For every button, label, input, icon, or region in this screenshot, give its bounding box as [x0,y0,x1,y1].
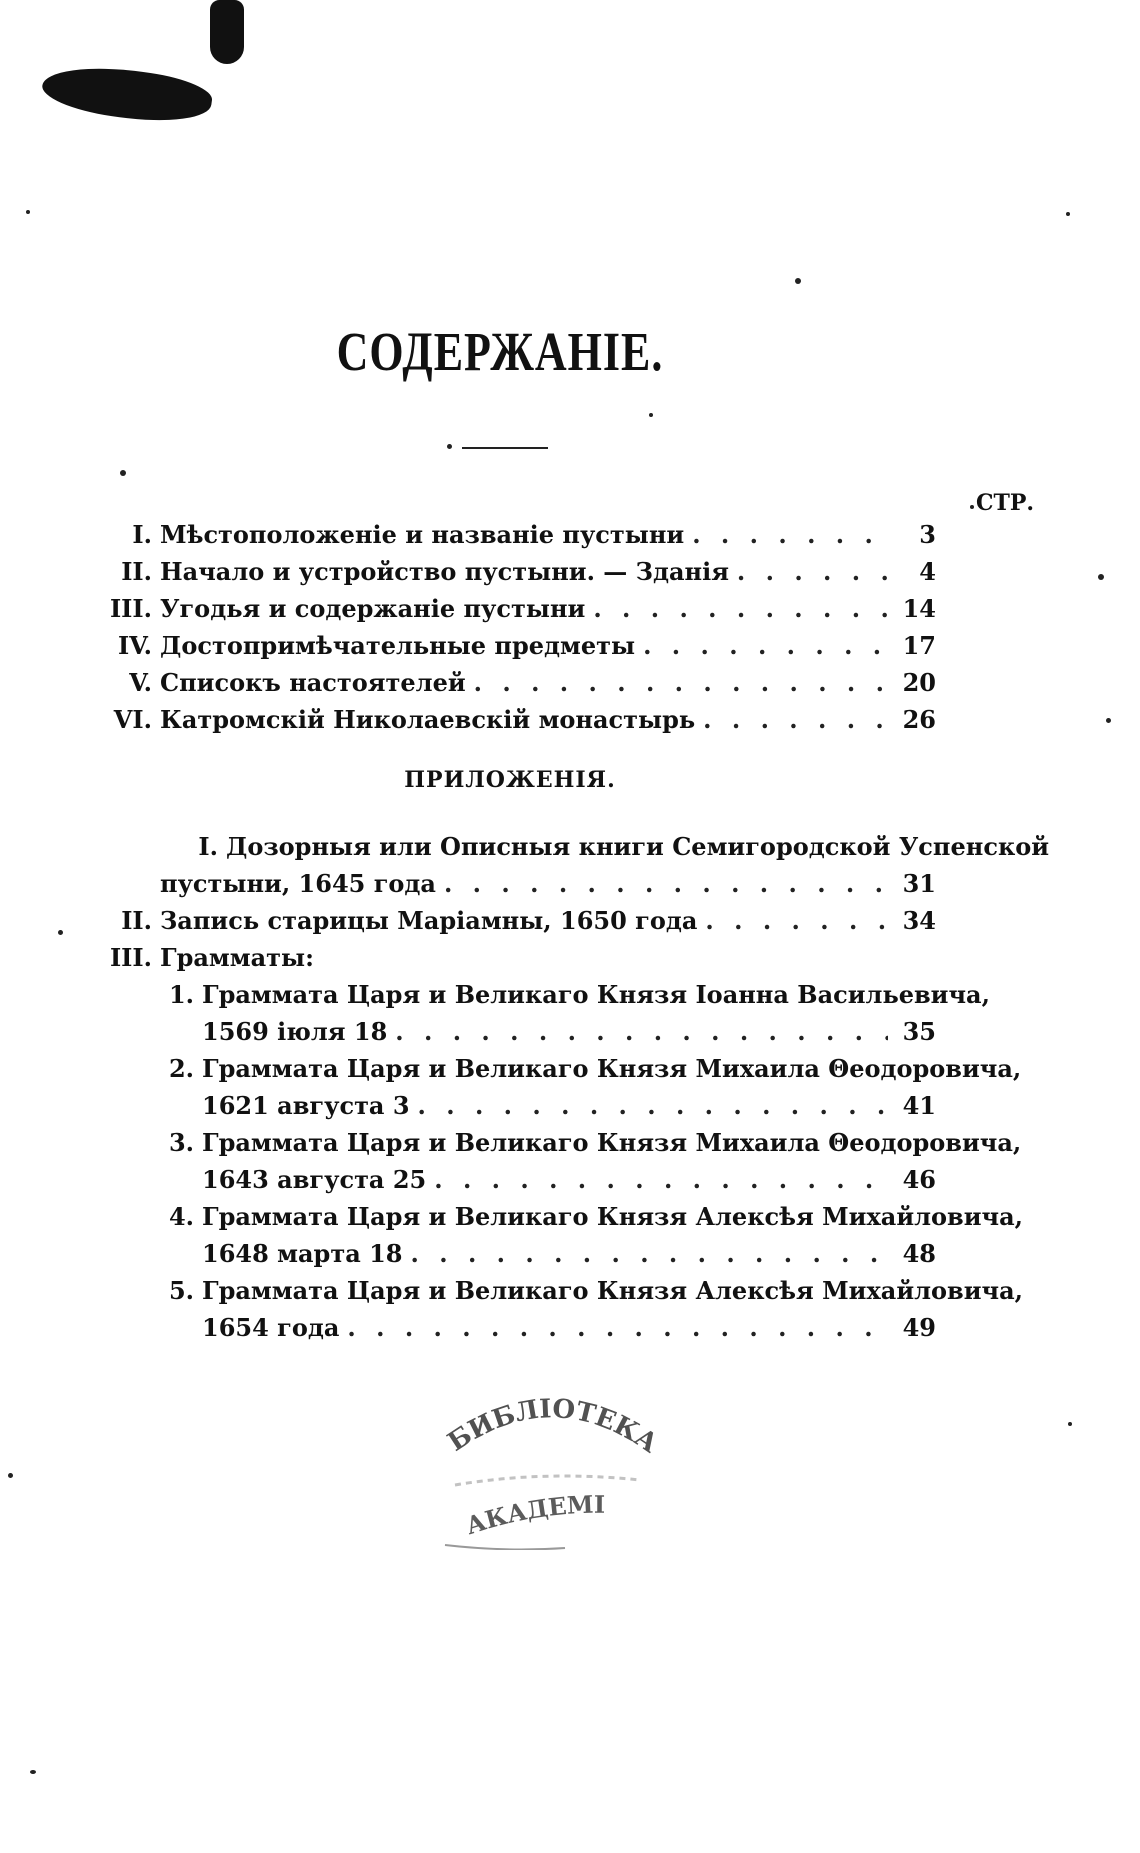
entry-title-line2: пустыни, 1645 года [160,869,436,898]
appendix-entry [96,832,1050,868]
entry-title-line1: Дозорныя или Описныя книги Семигородской Успенской [226,832,1050,861]
charter-number: 1. [168,980,194,1009]
speck [8,1473,13,1478]
ink-blot-left [39,58,214,129]
speck [1066,212,1070,216]
entry-page: 26 [902,705,936,734]
dot-leader [692,520,888,549]
entry-number: III. [109,594,152,623]
toc-entry [96,668,936,704]
entry-page: 17 [902,631,936,660]
toc-entry [96,520,936,556]
entry-title: Катромскiй Николаевскiй монастырь [160,705,696,734]
speck [970,505,974,509]
toc-entry [96,631,936,667]
entry-title: Угодья и содержанiе пустыни [160,594,586,623]
speck [120,470,126,476]
dot-leader [593,594,888,623]
charter-entry-continued [96,1017,936,1053]
appendix-entry-continued [96,869,936,905]
library-stamp [425,1390,665,1550]
charter-entry [96,1276,1024,1312]
entry-title: Грамматы: [160,943,314,972]
entry-page: 48 [902,1239,936,1268]
entry-title: Начало и устройство пустыни. — Зданiя [160,557,729,586]
dot-leader [347,1313,888,1342]
page-column-label: СТР. [976,490,1035,516]
speck [1068,1422,1072,1426]
dot-leader [434,1165,888,1194]
entry-number: V. [129,668,152,697]
charter-entry [96,1128,1022,1164]
dot-leader [703,705,888,734]
toc-entry [96,557,936,593]
entry-title: Запись старицы Марiамны, 1650 года [160,906,698,935]
entry-page: 49 [902,1313,936,1342]
dot-leader [418,1091,888,1120]
appendix-entry [96,943,936,979]
charter-title-line1: Граммата Царя и Великаго Князя Алексѣя Михайловича, [202,1276,1024,1305]
dot-leader [474,668,888,697]
entry-number: III. [109,943,152,972]
charter-title-line1: Граммата Царя и Великаго Князя Михаила Θеодоровича, [202,1128,1022,1157]
speck [795,278,801,284]
entry-page: 35 [902,1017,936,1046]
appendix-entry [96,906,936,942]
entry-number: VI. [113,705,152,734]
dot-leader [705,906,888,935]
charter-entry-continued [96,1165,936,1201]
charter-number: 4. [168,1202,194,1231]
speck [26,210,30,214]
page-title: СОДЕРЖАНIЕ. [336,321,664,383]
speck [58,930,63,935]
entry-title: Мѣстоположенiе и названiе пустыни [160,520,685,549]
speck [1106,718,1111,723]
dot-leader [737,557,888,586]
entry-page: 14 [902,594,936,623]
charter-number: 3. [168,1128,194,1157]
charter-title-line2: 1654 года [202,1313,340,1342]
toc-entry [96,705,936,741]
charter-title-line1: Граммата Царя и Великаго Князя Алексѣя Михайловича, [202,1202,1024,1231]
entry-number: IV. [117,631,152,660]
charter-number: 2. [168,1054,194,1083]
charter-entry-continued [96,1313,936,1349]
charter-title-line2: 1569 iюля 18 [202,1017,388,1046]
charter-title-line2: 1648 марта 18 [202,1239,403,1268]
entry-page: 4 [919,557,936,586]
charter-entry [96,1054,1022,1090]
dot-leader [444,869,888,898]
entry-page: 41 [902,1091,936,1120]
title-rule-dot [447,444,452,449]
entry-title: Достопримѣчательные предметы [160,631,636,660]
charter-entry-continued [96,1239,936,1275]
entry-page: 3 [919,520,936,549]
charter-entry [96,1202,1024,1238]
toc-entry [96,594,936,630]
entry-number: II. [121,906,152,935]
speck [649,413,653,417]
stamp-bottom-text: АКАДЕМI [462,1489,606,1541]
entry-number: I. [198,832,218,861]
entry-number: II. [121,557,152,586]
dot-leader [411,1239,888,1268]
entry-page: 31 [902,869,936,898]
dot-leader [395,1017,888,1046]
ink-blot-top [210,0,244,64]
charter-entry-continued [96,1091,936,1127]
speck [1098,574,1104,580]
title-rule [462,447,548,449]
entry-page: 34 [902,906,936,935]
dot-leader [643,631,888,660]
charter-number: 5. [168,1276,194,1305]
entry-page: 46 [902,1165,936,1194]
charter-entry [96,980,990,1016]
charter-title-line2: 1621 августа 3 [202,1091,410,1120]
charter-title-line1: Граммата Царя и Великаго Князя Михаила Θеодоровича, [202,1054,1022,1083]
stamp-top-text: БИБЛIОТЕКА [442,1393,664,1460]
entry-page: 20 [902,668,936,697]
speck [30,1770,36,1774]
charter-title-line1: Граммата Царя и Великаго Князя Iоанна Васильевича, [202,980,990,1009]
appendix-heading: ПРИЛОЖЕНIЯ. [404,767,616,793]
entry-number: I. [132,520,152,549]
entry-title: Списокъ настоятелей [160,668,466,697]
charter-title-line2: 1643 августа 25 [202,1165,427,1194]
